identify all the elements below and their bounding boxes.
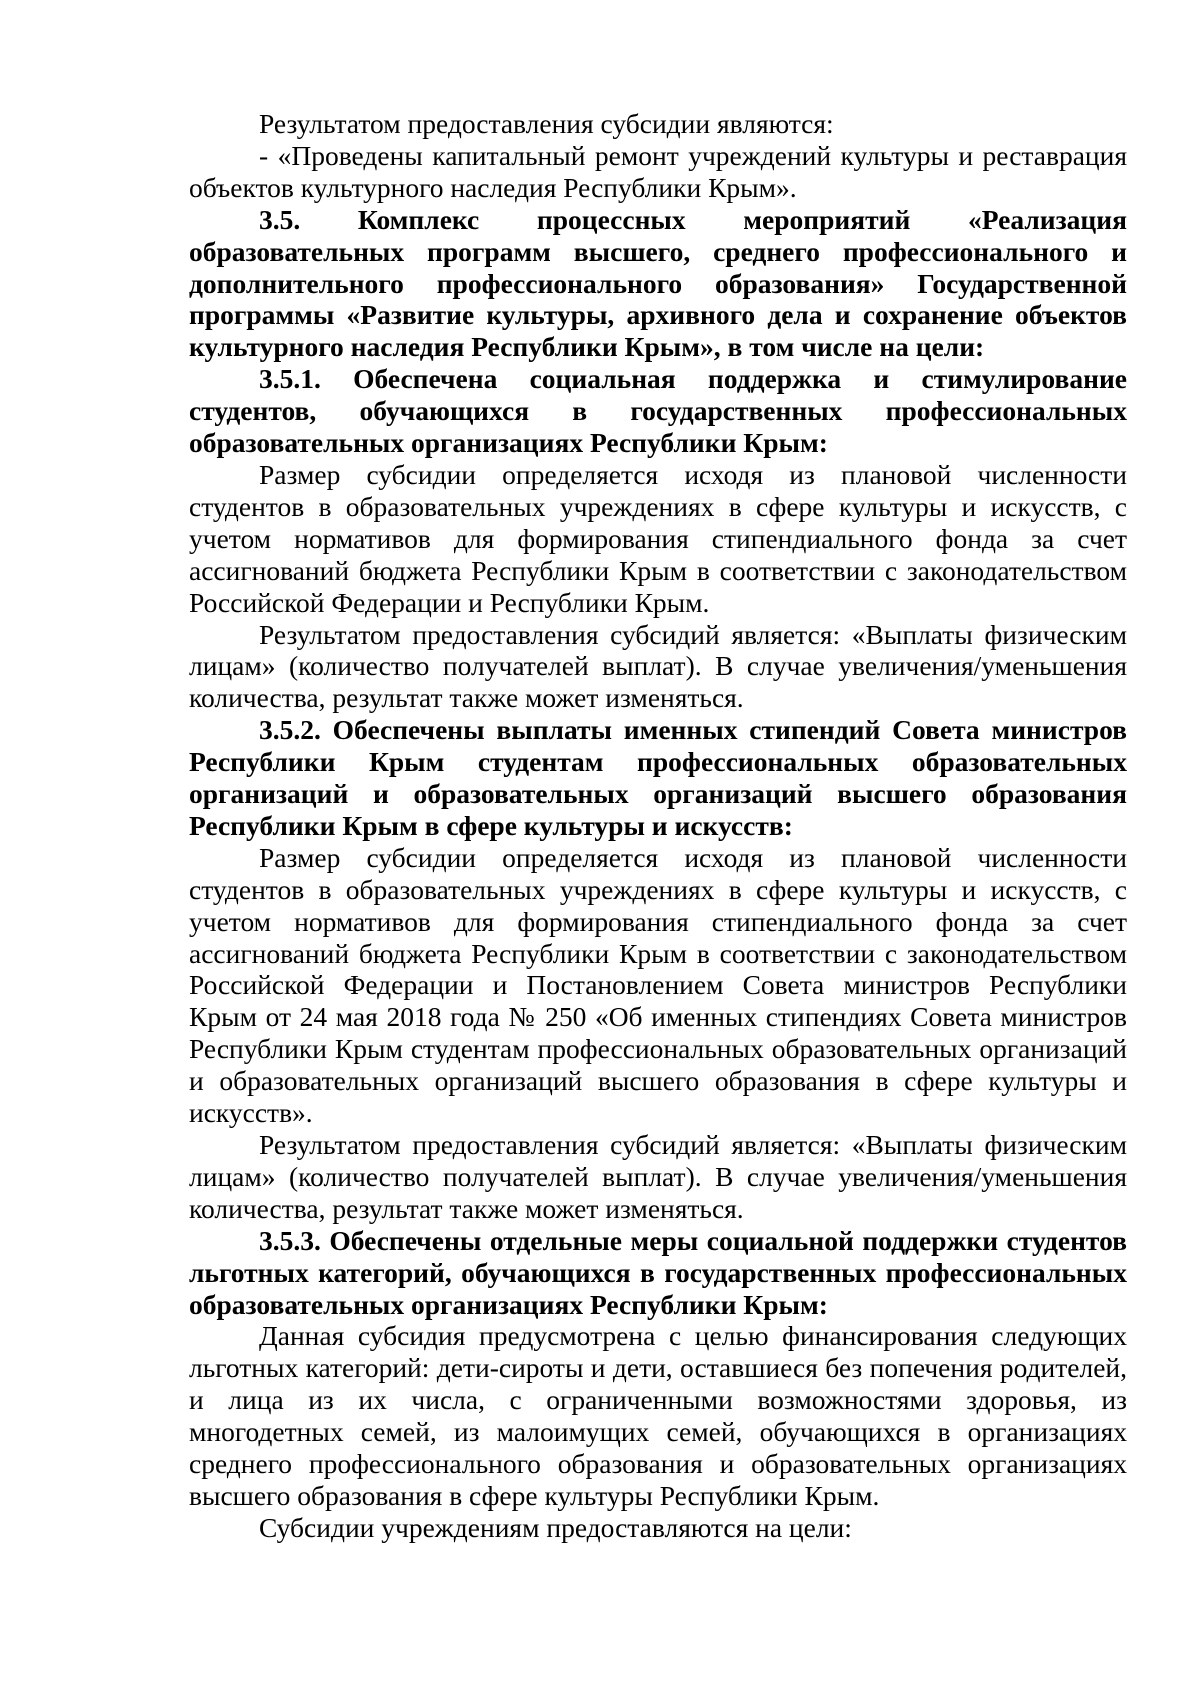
section-heading-3-5-2: 3.5.2. Обеспечены выплаты именных стипендий Совета министров Республики Крым студентам профессиональных образовательных организаций и образовательных организаций высшего образования Республики Крым в сфере культуры и искусств: — [189, 714, 1127, 841]
paragraph-subsidy-goals: Субсидии учреждениям предоставляются на цели: — [259, 1511, 852, 1543]
paragraph-result-item: - «Проведены капитальный ремонт учреждений культуры и реставрация объектов культурного наследия Республики Крым». — [189, 139, 1127, 203]
section-heading-3-5: 3.5. Комплекс процессных мероприятий «Реализация образовательных программ высшего, среднего профессионального и дополнительного профессионального образования» Государственной программы «Развитие культуры, архивного дела и сохранение объектов культурного наследия Республики Крым», в том числе на цели: — [189, 203, 1127, 363]
paragraph-subsidy-result-2: Результатом предоставления субсидий является: «Выплаты физическим лицам» (количество получателей выплат). В случае увеличения/уменьшения количества, результат также может изменяться. — [189, 1129, 1127, 1224]
paragraph-result-intro: Результатом предоставления субсидии являются: — [259, 108, 834, 139]
paragraph-subsidy-result-1: Результатом предоставления субсидий является: «Выплаты физическим лицам» (количество получателей выплат). В случае увеличения/уменьшения количества, результат также может изменяться. — [189, 618, 1127, 714]
paragraph-subsidy-size-1: Размер субсидии определяется исходя из плановой численности студентов в образовательных учреждениях в сфере культуры и искусств, с учетом нормативов для формирования стипендиального фонда за счет ассигнований бюджета Республики Крым в соответствии с законодательством Российской Федерации и Республики Крым. — [189, 458, 1127, 618]
section-heading-3-5-1: 3.5.1. Обеспечена социальная поддержка и стимулирование студентов, обучающихся в государственных профессиональных образовательных организациях Республики Крым: — [189, 363, 1127, 459]
document-page — [189, 108, 1127, 1544]
paragraph-subsidy-categories: Данная субсидия предусмотрена с целью финансирования следующих льготных категорий: дети-сироты и дети, оставшиеся без попечения родителей, и лица из их числа, с ограниченными возможностями здоровья, из многодетных семей, из малоимущих семей, обучающихся в организациях среднего профессионального образования и образовательных организациях высшего образования в сфере культуры Республики Крым. — [189, 1320, 1127, 1511]
paragraph-subsidy-size-2: Размер субсидии определяется исходя из плановой численности студентов в образовательных учреждениях в сфере культуры и искусств, с учетом нормативов для формирования стипендиального фонда за счет ассигнований бюджета Республики Крым в соответствии с законодательством Российской Федерации и Постановлением Совета министров Республики Крым от 24 мая 2018 года № 250 «Об именных стипендиях Совета министров Республики Крым студентам профессиональных образовательных организаций и образовательных организаций высшего образования в сфере культуры и искусств». — [189, 841, 1127, 1129]
section-heading-3-5-3: 3.5.3. Обеспечены отдельные меры социальной поддержки студентов льготных категорий, обучающихся в государственных профессиональных образовательных организациях Республики Крым: — [189, 1224, 1127, 1320]
